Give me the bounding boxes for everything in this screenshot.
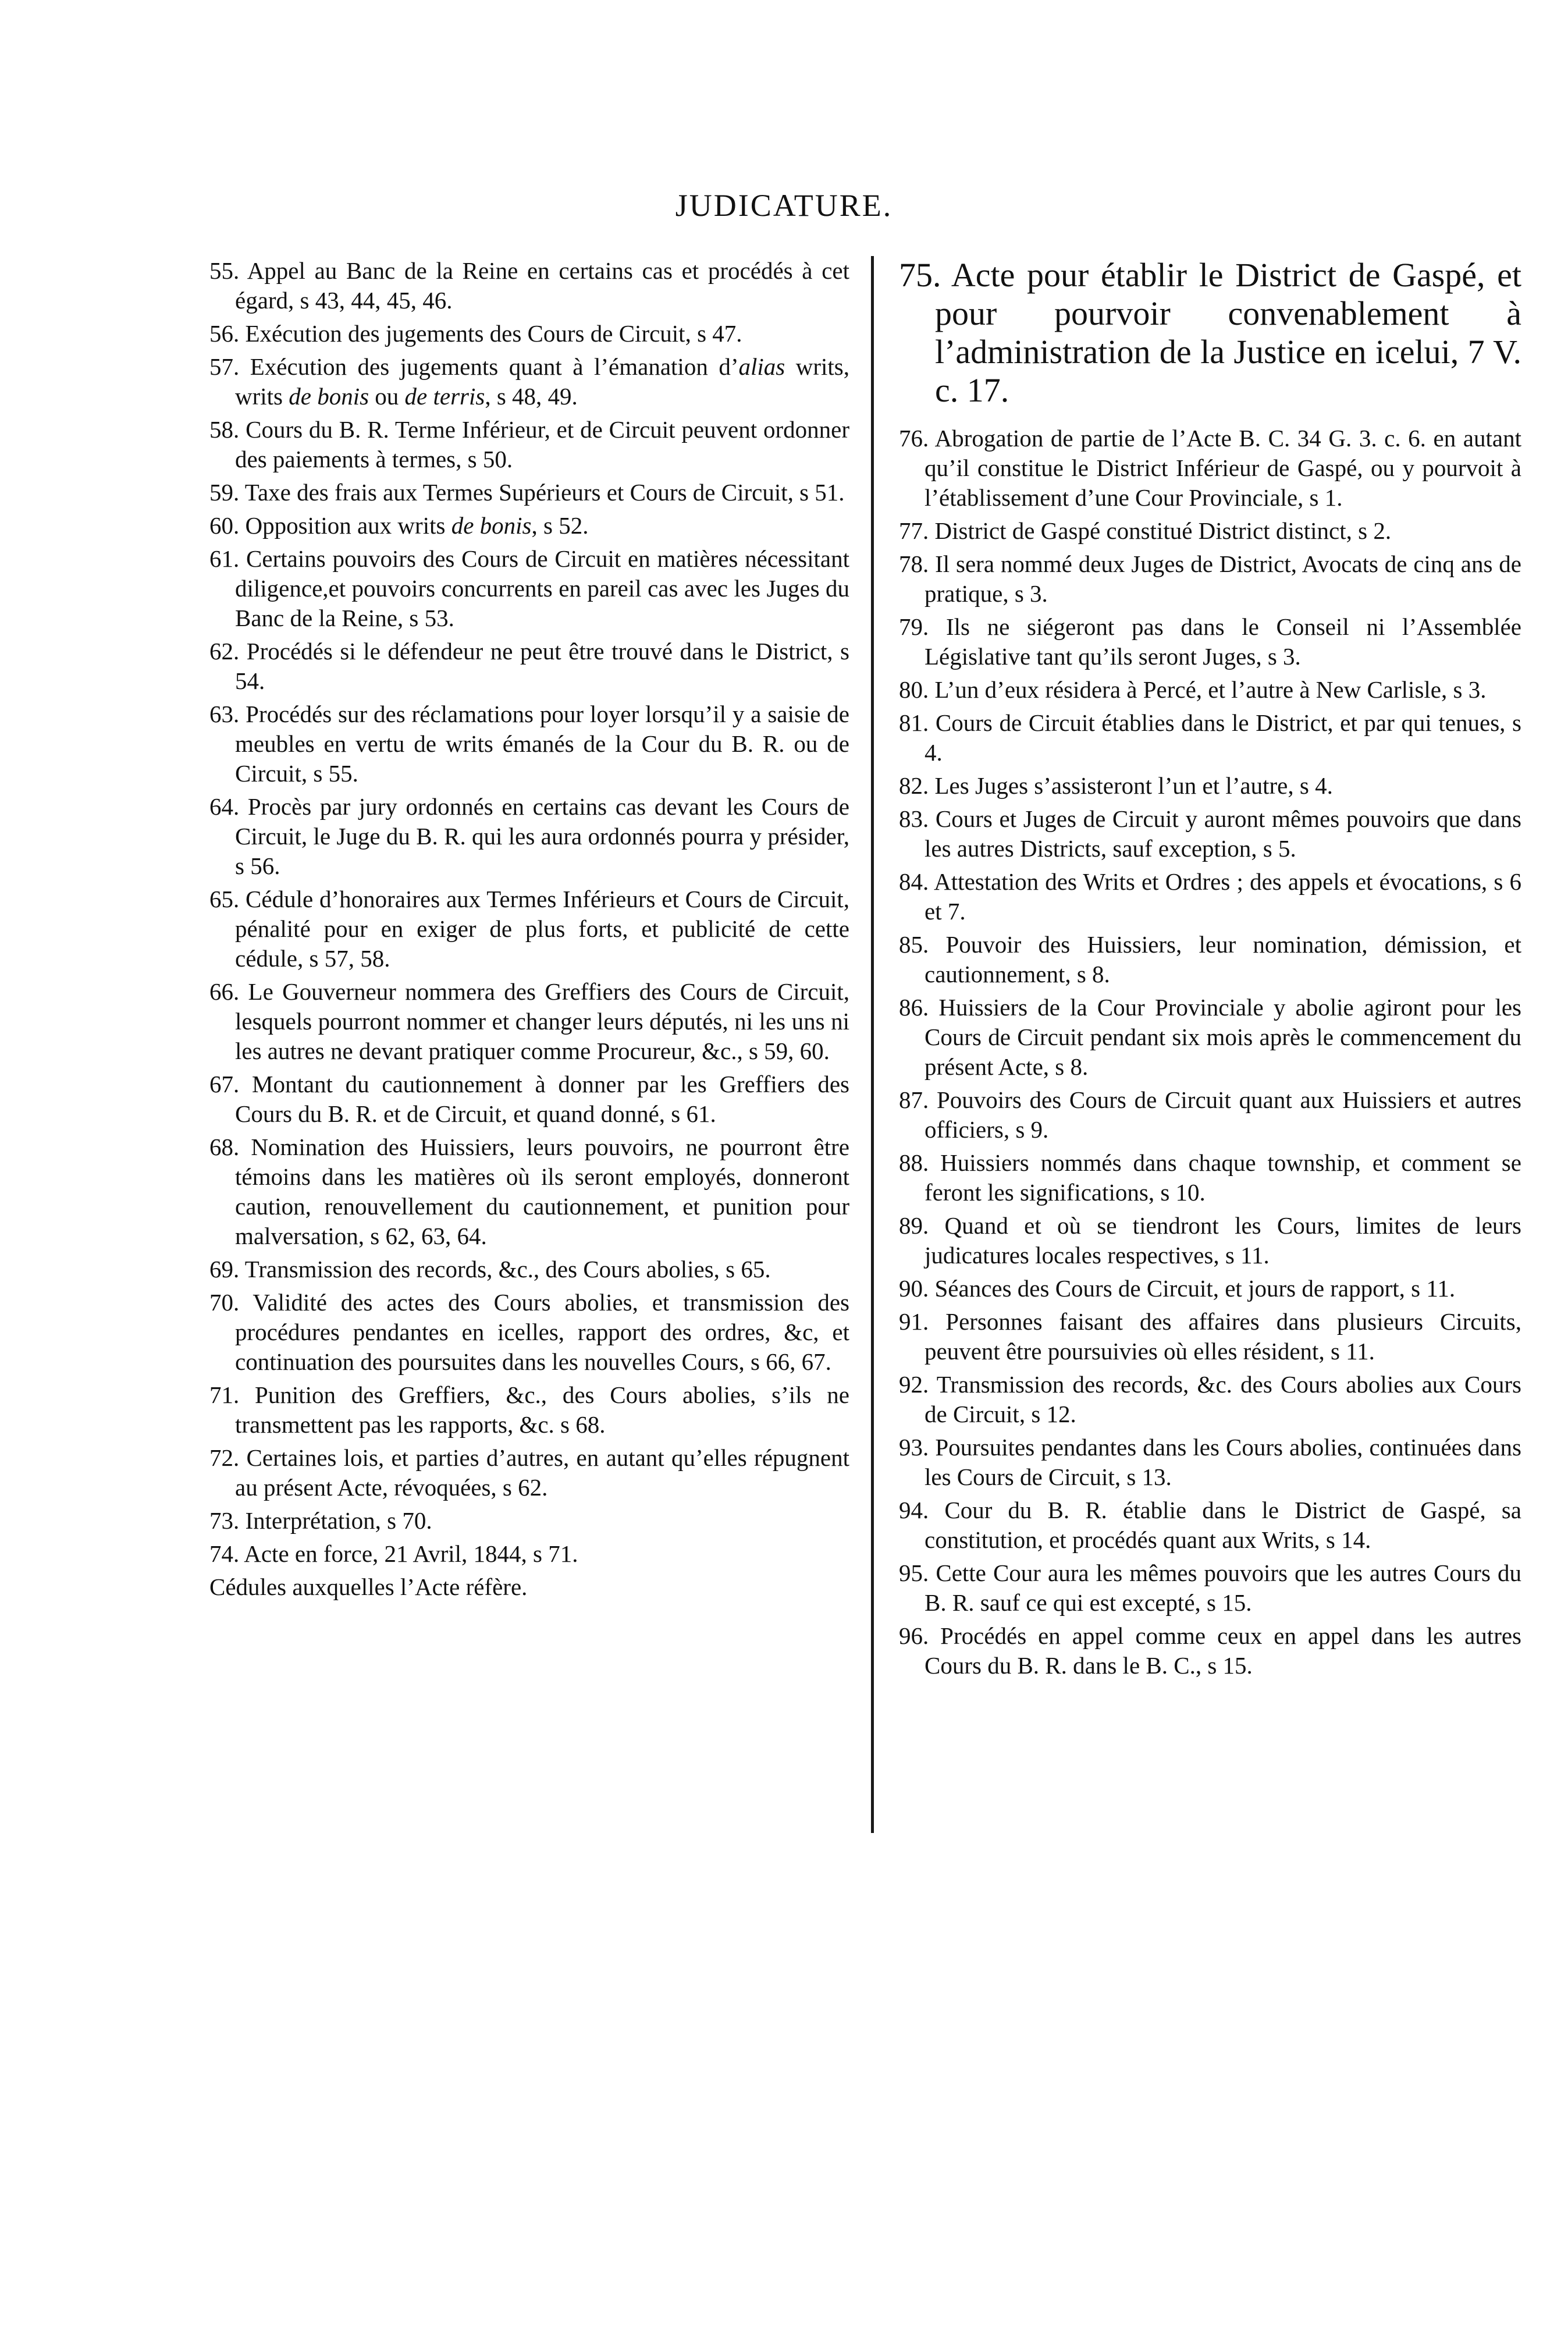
index-entry-89: 89. Quand et où se tiendront les Cours, limites de leurs judicatures locales respectives, s 11. <box>899 1212 1522 1269</box>
right-column <box>899 256 1521 1684</box>
index-entry-93: 93. Poursuites pendantes dans les Cours abolies, continuées dans les Cours de Circuit, s 13. <box>899 1434 1522 1490</box>
index-entry-68: 68. Nomination des Huissiers, leurs pouvoirs, ne pourront être témoins dans les matières où ils seront employés, donneront caution, renouvellement du cautionnement, et punition pour malversation, s 62, 63, 64. <box>209 1134 850 1249</box>
index-entry-63: 63. Procédés sur des réclamations pour loyer lorsqu’il y a saisie de meubles en vertu de writs émanés de la Cour du B. R. ou de Circuit, s 55. <box>209 701 850 787</box>
index-entry-85: 85. Pouvoir des Huissiers, leur nomination, démission, et cautionnement, s 8. <box>899 931 1522 987</box>
index-entry-80: 80. L’un d’eux résidera à Percé, et l’autre à New Carlisle, s 3. <box>899 676 1487 703</box>
act-heading-75: 75. Acte pour établir le District de Gaspé, et pour pourvoir convenablement à l’administration de la Justice en icelui, 7 V. c. 17. <box>899 256 1521 409</box>
page-title: JUDICATURE. <box>675 188 893 223</box>
index-entry-95: 95. Cette Cour aura les mêmes pouvoirs que les autres Cours du B. R. sauf ce qui est excepté, s 15. <box>899 1560 1521 1616</box>
index-entry-66: 66. Le Gouverneur nommera des Greffiers des Cours de Circuit, lesquels pourront nommer et changer leurs députés, ni les uns ni les autres ne devant pratiquer comme Procureur, &c., s 59, 60. <box>209 978 849 1064</box>
index-entry-77: 77. District de Gaspé constitué District distinct, s 2. <box>899 517 1392 544</box>
index-entry-71: 71. Punition des Greffiers, &c., des Cours abolies, s’ils ne transmettent pas les rapports, &c. s 68. <box>209 1381 849 1438</box>
index-entry-87: 87. Pouvoirs des Cours de Circuit quant aux Huissiers et autres officiers, s 9. <box>899 1086 1521 1143</box>
index-entry-70: 70. Validité des actes des Cours abolies, et transmission des procédures pendantes en icelles, rapport des ordres, &c, et continuation des poursuites dans les nouvelles Cours, s 66, 67. <box>209 1289 849 1375</box>
index-entry-72: 72. Certaines lois, et parties d’autres, en autant qu’elles répugnent au présent Acte, révoquées, s 62. <box>209 1444 849 1501</box>
index-entry-74: 74. Acte en force, 21 Avril, 1844, s 71. <box>209 1540 578 1567</box>
index-entry-64: 64. Procès par jury ordonnés en certains cas devant les Cours de Circuit, le Juge du B. R. qui les aura ordonnés pourra y présider, s 56. <box>209 793 850 879</box>
index-entry-96: 96. Procédés en appel comme ceux en appel dans les autres Cours du B. R. dans le B. C., s 15. <box>899 1622 1522 1679</box>
index-entry-59: 59. Taxe des frais aux Termes Supérieurs et Cours de Circuit, s 51. <box>209 479 845 506</box>
column-divider <box>871 256 874 1833</box>
index-entry-91: 91. Personnes faisant des affaires dans plusieurs Circuits, peuvent être poursuivies où elles résident, s 11. <box>899 1308 1521 1365</box>
index-entry-92: 92. Transmission des records, &c. des Cours abolies aux Cours de Circuit, s 12. <box>899 1371 1521 1427</box>
index-entry-57: 57. Exécution des jugements quant à l’émanation d’alias writs, writs de bonis ou de terris, s 48, 49. <box>209 353 850 410</box>
index-entry-88: 88. Huissiers nommés dans chaque township, et comment se feront les significations, s 10. <box>899 1149 1522 1206</box>
index-entry-90: 90. Séances des Cours de Circuit, et jours de rapport, s 11. <box>899 1275 1456 1302</box>
index-entry-81: 81. Cours de Circuit établies dans le District, et par qui tenues, s 4. <box>899 709 1522 766</box>
index-entry-58: 58. Cours du B. R. Terme Inférieur, et de Circuit peuvent ordonner des paiements à termes, s 50. <box>209 416 849 473</box>
index-entry-73: 73. Interprétation, s 70. <box>209 1507 432 1534</box>
index-entry-65: 65. Cédule d’honoraires aux Termes Inférieurs et Cours de Circuit, pénalité pour en exiger de plus forts, et publicité de cette cédule, s 57, 58. <box>209 886 849 972</box>
index-entry-82: 82. Les Juges s’assisteront l’un et l’autre, s 4. <box>899 772 1333 799</box>
index-entry-79: 79. Ils ne siégeront pas dans le Conseil ni l’Assemblée Législative tant qu’ils seront Juges, s 3. <box>899 613 1522 670</box>
schedules-line: Cédules auxquelles l’Acte réfère. <box>209 1573 528 1600</box>
index-entry-86: 86. Huissiers de la Cour Provinciale y abolie agiront pour les Cours de Circuit pendant six mois après le commencement du présent Acte, s 8. <box>899 994 1521 1080</box>
index-entry-55: 55. Appel au Banc de la Reine en certains cas et procédés à cet égard, s 43, 44, 45, 46. <box>209 257 849 314</box>
index-entry-76: 76. Abrogation de partie de l’Acte B. C. 34 G. 3. c. 6. en autant qu’il constitue le District Inférieur de Gaspé, ou y pourvoit à l’établissement d’une Cour Provinciale, s 1. <box>899 425 1521 511</box>
index-entry-61: 61. Certains pouvoirs des Cours de Circuit en matières nécessitant diligence,et pouvoirs concurrents en pareil cas avec les Juges du Banc de la Reine, s 53. <box>209 545 849 631</box>
index-entry-60: 60. Opposition aux writs de bonis, s 52. <box>209 512 589 539</box>
left-column <box>209 256 849 1605</box>
index-entry-56: 56. Exécution des jugements des Cours de Circuit, s 47. <box>209 320 742 347</box>
index-entry-83: 83. Cours et Juges de Circuit y auront mêmes pouvoirs que dans les autres Districts, sauf exception, s 5. <box>899 805 1522 862</box>
index-entry-62: 62. Procédés si le défendeur ne peut être trouvé dans le District, s 54. <box>209 638 849 694</box>
index-entry-69: 69. Transmission des records, &c., des Cours abolies, s 65. <box>209 1256 771 1283</box>
index-entry-84: 84. Attestation des Writs et Ordres ; des appels et évocations, s 6 et 7. <box>899 868 1521 925</box>
index-entry-67: 67. Montant du cautionnement à donner par les Greffiers des Cours du B. R. et de Circuit, et quand donné, s 61. <box>209 1071 850 1127</box>
index-entry-78: 78. Il sera nommé deux Juges de District, Avocats de cinq ans de pratique, s 3. <box>899 550 1521 607</box>
index-entry-94: 94. Cour du B. R. établie dans le District de Gaspé, sa constitution, et procédés quant aux Writs, s 14. <box>899 1497 1521 1553</box>
